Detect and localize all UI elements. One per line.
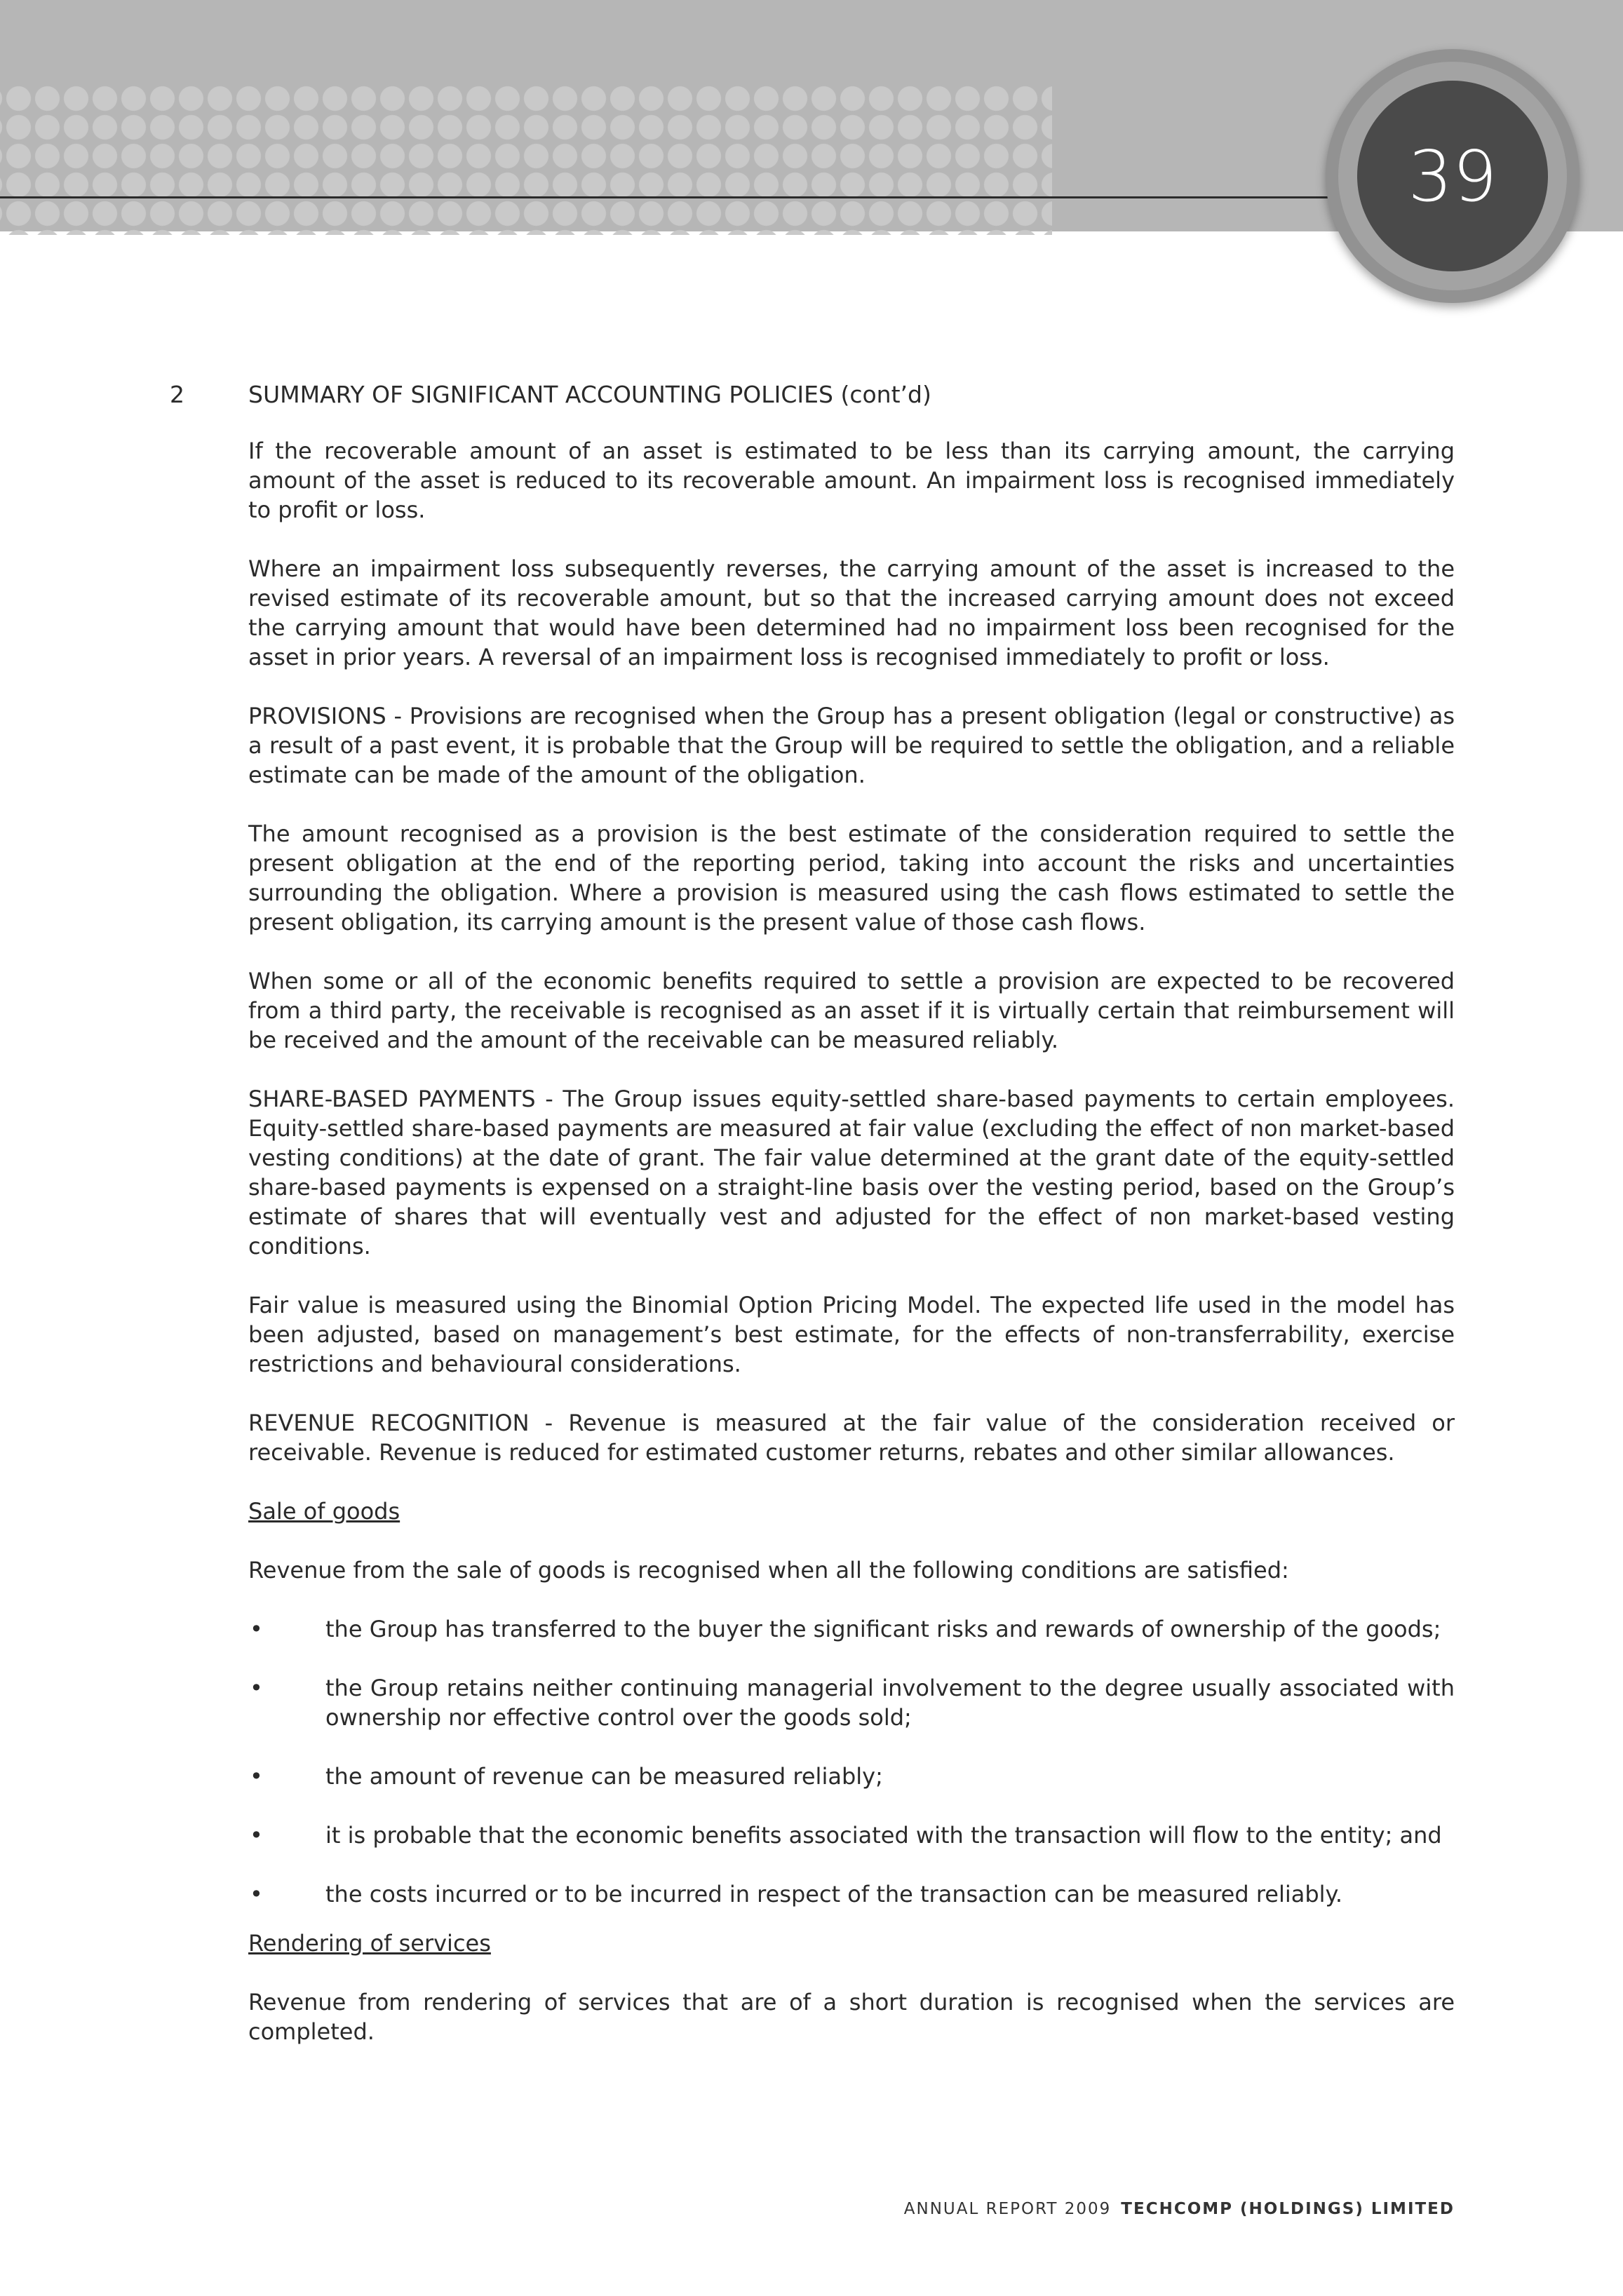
section-title: SUMMARY OF SIGNIFICANT ACCOUNTING POLICIES (cont’d) [248,381,931,408]
subheading-sale-of-goods: Sale of goods [248,1498,400,1525]
subheading-rendering-of-services: Rendering of services [248,1930,491,1957]
list-item: • the Group retains neither continuing managerial involvement to the degree usually associated with ownership nor effective control over the goods sold; [250,1675,1455,1731]
page-number-badge [1326,49,1580,303]
footer-report: ANNUAL REPORT 2009 [903,2200,1112,2218]
list-item: • the costs incurred or to be incurred in respect of the transaction can be measured reliably. [250,1881,1343,1907]
bullet-icon: • [250,1881,263,1907]
page-footer [904,2200,1455,2218]
paragraph-sale-conditions: Revenue from the sale of goods is recognised when all the following conditions are satisfied: [248,1557,1289,1583]
bullet-icon: • [250,1763,263,1790]
conditions-list [248,1614,1455,1909]
list-item: • the amount of revenue can be measured reliably; [250,1763,883,1790]
list-item: • the Group has transferred to the buyer the significant risks and rewards of ownership of the goods; [250,1616,1441,1642]
header-rule [0,196,1357,198]
paragraph-provisions: PROVISIONS - Provisions are recognised when the Group has a present obligation (legal or constructive) as a result of a past event, it is probable that the Group will be required to settle the obligation, and a reliable estimate can be made of the amount of the obligation. [248,703,1455,788]
badge-inner [1357,81,1548,271]
page-number: 39 [1408,135,1497,217]
dot-pattern [0,84,1052,235]
paragraph-impairment-recoverable: If the recoverable amount of an asset is estimated to be less than its carrying amount, the carrying amount of the asset is reduced to its recoverable amount. An impairment loss is recognised immediately to profit or loss. [248,438,1455,523]
footer-company: TECHCOMP (HOLDINGS) LIMITED [1121,2200,1455,2218]
bullet-icon: • [250,1822,263,1849]
bullet-icon: • [250,1616,263,1642]
paragraph-share-based-payments: SHARE-BASED PAYMENTS - The Group issues equity-settled share-based payments to certain employees. Equity-settled share-based payments are measured at fair value (excluding the effect of non market-based vesting conditions) at the date of grant. The fair value determined at the grant date of the equity-settled share-based payments is expensed on a straight-line basis over the vesting period, based on the Group’s estimate of shares that will eventually vest and adjusted for the effect of non market-based vesting conditions. [248,1086,1455,1260]
section-heading [170,380,1455,410]
bullet-icon: • [250,1675,263,1701]
paragraph-rendering-services: Revenue from rendering of services that are of a short duration is recognised when the services are completed. [248,1989,1455,2045]
paragraph-provision-recovery: When some or all of the economic benefits required to settle a provision are expected to be recovered from a third party, the receivable is recognised as an asset if it is virtually certain that reimbursement will be received and the amount of the receivable can be measured reliably. [248,968,1455,1053]
main-content [170,380,1455,2076]
paragraph-provision-amount: The amount recognised as a provision is the best estimate of the consideration required to settle the present obligation at the end of the reporting period, taking into account the risks and uncertainties surrounding the obligation. Where a provision is measured using the cash flows estimated to settle the present obligation, its carrying amount is the present value of those cash flows. [248,821,1455,936]
section-number: 2 [170,381,184,408]
list-item: • it is probable that the economic benefits associated with the transaction will flow to the entity; and [250,1822,1442,1849]
paragraph-revenue-recognition: REVENUE RECOGNITION - Revenue is measured at the fair value of the consideration received or receivable. Revenue is reduced for estimated customer returns, rebates and other similar allowances. [248,1410,1455,1466]
paragraph-impairment-reversal: Where an impairment loss subsequently reverses, the carrying amount of the asset is increased to the revised estimate of its recoverable amount, but so that the increased carrying amount does not exceed the carrying amount that would have been determined had no impairment loss been recognised for the asset in prior years. A reversal of an impairment loss is recognised immediately to profit or loss. [248,555,1455,670]
paragraph-fair-value: Fair value is measured using the Binomial Option Pricing Model. The expected life used in the model has been adjusted, based on management’s best estimate, for the effects of non-transferrability, exercise restrictions and behavioural considerations. [248,1292,1455,1377]
